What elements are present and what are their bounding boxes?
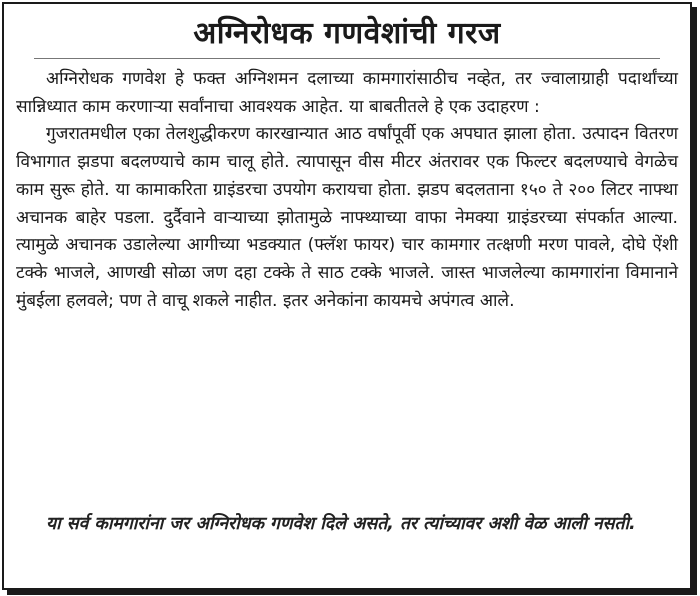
article-title: अग्निरोधक गणवेशांची गरज [193, 16, 501, 51]
example-paragraph: गुजरातमधील एका तेलशुद्धीकरण कारखान्यात आठ वर्षांपूर्वी एक अपघात झाला होता. उत्पादन वितरण विभागात झडपा बदलण्याचे काम चालू होते. त्यापासून वीस मीटर अंतरावर एक फिल्टर बदलण्याचे वेगळेच काम सुरू होते. या कामाकरिता ग्राइंडरचा उपयोग करायचा होता. झडप बदलताना १५० ते २०० लिटर नाफ्था अचानक बाहेर पडला. दुर्दैवाने वाऱ्याच्या झोतामुळे नाफ्थ्याच्या वाफा नेमक्या ग्राइंडरच्या संपर्कात आल्या. त्यामुळे अचानक उडालेल्या आगीच्या भडक्यात (फ्लॅश फायर) चार कामगार तत्क्षणी मरण पावले, दोघे ऐंशी टक्के भाजले, आणखी सोळा जण दहा टक्के ते साठ टक्के भाजले. जास्त भाजलेल्या कामगारांना विमानाने मुंबईला हलवले; पण ते वाचू शकले नाहीत. इतर अनेकांना कायमचे अपंगत्व आले. [16, 124, 678, 311]
intro-paragraph: अग्निरोधक गणवेश हे फक्त अग्निशमन दलाच्या कामगारांसाठीच नव्हेत, तर ज्वालाग्राही पदार्थांच्या सान्निध्यात काम करणाऱ्या सर्वांनाचा आवश्यक आहेत. या बाबतीतले हे एक उदाहरण : [16, 69, 678, 117]
article-box [2, 2, 692, 590]
title-divider [34, 58, 660, 59]
article-body [16, 66, 678, 315]
closing-statement: या सर्व कामगारांना जर अग्निरोधक गणवेश दिले असते, तर त्यांच्यावर अशी वेळ आली नसती. [46, 514, 636, 534]
